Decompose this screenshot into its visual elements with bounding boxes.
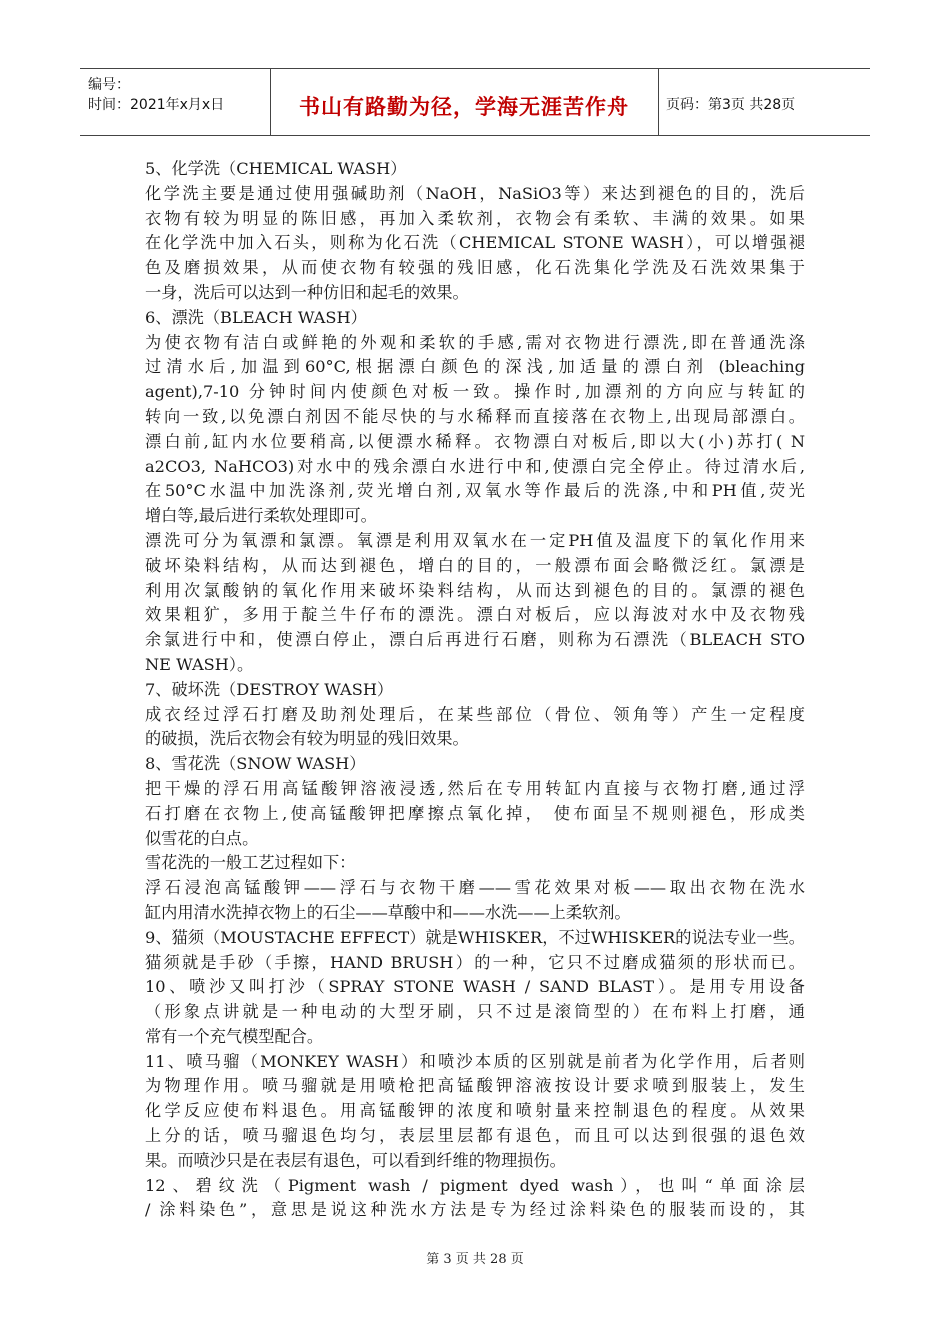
text-line: 成衣经过浮石打磨及助剂处理后，在某些部位（骨位、领角等）产生一定程度 [145,704,805,724]
text-line: 破坏染料结构，从而达到褪色，增白的目的，一般漂布面会略微泛红。氯漂是 [145,555,805,575]
text-line: 10、喷沙又叫打沙（SPRAY STONE WASH / SAND BLAST）。是用专用设备 [145,977,805,997]
text-line: 6、漂洗（BLEACH WASH） [145,307,367,327]
text-line: 增白等,最后进行柔软处理即可。 [145,506,377,526]
page-header [80,68,870,136]
text-line: agent),7-10 分钟时间内使颜色对板一致。操作时,加漂剂的方向应与转缸的 [145,382,805,402]
text-line: 猫须就是手砂（手擦，HAND BRUSH）的一种，它只不过磨成猫须的形状而已。 [145,952,805,972]
text-line: 9、猫须（MOUSTACHE EFFECT）就是WHISKER，不过WHISKER的说法专业一些。 [145,927,805,947]
header-motto: 书山有路勤为径，学海无涯苦作舟 [299,95,629,119]
text-line: 化学反应使布料退色。用高锰酸钾的浓度和喷射量来控制退色的程度。从效果 [145,1101,805,1121]
text-line: 缸内用清水洗掉衣物上的石尘——草酸中和——水洗——上柔软剂。 [145,902,631,922]
text-line: 11、喷马骝（MONKEY WASH）和喷沙本质的区别就是前者为化学作用，后者则 [145,1051,805,1071]
text-line: 色及磨损效果，从而使衣物有较强的残旧感，化石洗集化学洗及石洗效果集于 [145,258,805,278]
text-line: 似雪花的白点。 [145,828,259,848]
text-line: 利用次氯酸钠的氧化作用来破坏染料结构，从而达到褪色的目的。氯漂的褪色 [145,580,805,600]
text-line: 漂白前,缸内水位要稍高,以便漂水稀释。衣物漂白对板后,即以大(小)苏打( N [145,431,805,451]
text-line: 效果粗犷，多用于靛兰牛仔布的漂洗。漂白对板后，应以海波对水中及衣物残 [145,605,805,625]
text-line: 上分的话，喷马骝退色均匀，表层里层都有退色，而且可以达到很强的退色效 [145,1126,805,1146]
text-line: 7、破坏洗（DESTROY WASH） [145,679,394,699]
text-line: 雪花洗的一般工艺过程如下： [145,853,356,873]
header-page-info: 页码：第3页 共28页 [666,97,796,113]
page-footer: 第 3 页 共 28 页 [426,1252,524,1267]
text-line: 常有一个充气模型配合。 [145,1026,324,1046]
text-line: / 涂料染色”，意思是说这种洗水方法是专为经过涂料染色的服装而设的，其 [145,1200,805,1220]
text-line: 为物理作用。喷马骝就是用喷枪把高锰酸钾溶液按设计要求喷到服装上，发生 [145,1076,805,1096]
document-meta [88,75,224,115]
text-line: 果。而喷沙只是在表层有退色，可以看到纤维的物理损伤。 [145,1150,566,1170]
text-line: 在化学洗中加入石头，则称为化石洗（CHEMICAL STONE WASH），可以增强褪 [145,233,805,253]
text-line: 的破损，洗后衣物会有较为明显的残旧效果。 [145,729,469,749]
text-line: 在50°C水温中加洗涤剂,荧光增白剂,双氧水等作最后的洗涤,中和PH值,荧光 [145,481,805,501]
text-line: a2CO3, NaHCO3)对水中的残余漂白水进行中和,使漂白完全停止。待过清水后, [145,456,805,476]
text-line: 12、碧纹洗（Pigment wash / pigment dyed wash），也叫“单面涂层 [145,1175,805,1195]
text-line: NE WASH）。 [145,654,254,674]
text-line: 衣物有较为明显的陈旧感，再加入柔软剂，衣物会有柔软、丰满的效果。如果 [145,208,805,228]
text-line: 化学洗主要是通过使用强碱助剂（NaOH，NaSiO3等）来达到褪色的目的，洗后 [145,183,805,203]
text-line: 5、化学洗（CHEMICAL WASH） [145,159,407,178]
text-line: 浮石浸泡高锰酸钾——浮石与衣物干磨——雪花效果对板——取出衣物在洗水 [145,878,805,898]
header-divider [658,69,659,135]
text-line: 转向一致,以免漂白剂因不能尽快的与水稀释而直接落在衣物上,出现局部漂白。 [145,406,805,426]
document-number-label: 编号： [88,77,130,93]
document-body [145,157,805,1223]
text-line: 为使衣物有洁白或鲜艳的外观和柔软的手感,需对衣物进行漂洗,即在普通洗涤 [145,332,805,352]
document-time-label: 时间：2021年x月x日 [88,97,225,113]
text-line: 漂洗可分为氧漂和氯漂。氧漂是利用双氧水在一定PH值及温度下的氧化作用来 [145,530,805,550]
text-line: 余氯进行中和，使漂白停止，漂白后再进行石磨，则称为石漂洗（BLEACH STO [145,630,805,650]
header-divider [270,69,271,135]
text-line: 石打磨在衣物上,使高锰酸钾把摩擦点氧化掉， 使布面呈不规则褪色，形成类 [145,803,805,823]
text-line: 把干燥的浮石用高锰酸钾溶液浸透,然后在专用转缸内直接与衣物打磨,通过浮 [145,778,805,798]
text-line: （形象点讲就是一种电动的大型牙刷，只不过是滚筒型的）在布料上打磨，通 [145,1002,805,1022]
text-line: 过清水后,加温到60°C,根据漂白颜色的深浅,加适量的漂白剂 (bleaching [145,357,805,377]
text-line: 8、雪花洗（SNOW WASH） [145,754,366,774]
text-line: 一身，洗后可以达到一种仿旧和起毛的效果。 [145,282,469,302]
